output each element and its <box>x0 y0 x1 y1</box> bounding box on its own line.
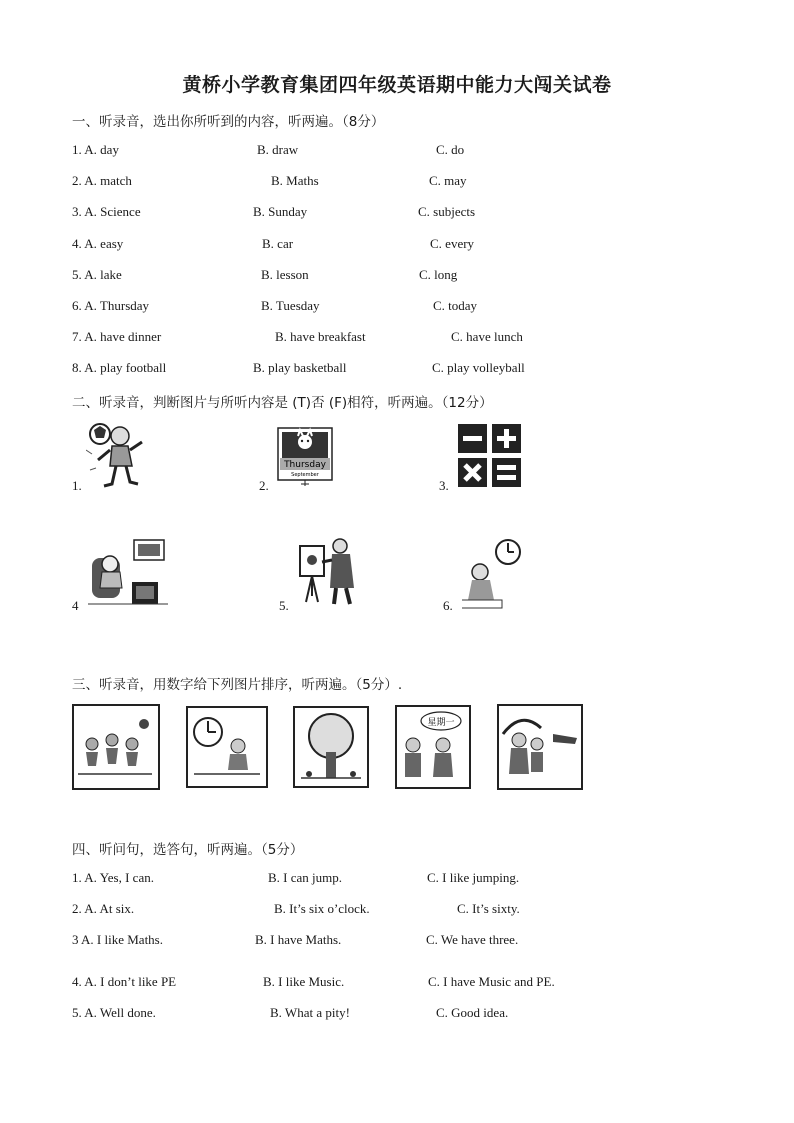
option-c: C. today <box>433 298 478 313</box>
calendar-picture <box>276 424 334 486</box>
option-b: B. lesson <box>261 267 309 282</box>
option-c: C. have lunch <box>451 329 523 344</box>
option-a: 4. A. I don’t like PE <box>72 974 177 989</box>
speech-bubble-text: 星期一 <box>427 718 455 728</box>
option-c: C. I have Music and PE. <box>428 974 555 989</box>
sequence-picture-4-talking <box>395 705 471 789</box>
s4-question-5 <box>0 1005 794 1023</box>
s1-question-8 <box>0 360 794 378</box>
option-a: 3 A. I like Maths. <box>72 932 163 947</box>
option-a: 7. A. have dinner <box>72 329 162 344</box>
option-a: 4. A. easy <box>72 236 124 251</box>
sequence-picture-2-clock <box>186 706 268 788</box>
option-b: B. Maths <box>271 173 319 188</box>
option-b: B. draw <box>257 142 299 157</box>
option-b: B. play basketball <box>253 360 347 375</box>
option-c: C. We have three. <box>426 932 519 947</box>
page-title: 黄桥小学教育集团四年级英语期中能力大闯关试卷 <box>182 74 612 96</box>
s4-question-2 <box>0 901 794 919</box>
option-c: C. It’s sixty. <box>457 901 520 916</box>
s4-question-3 <box>0 932 794 950</box>
option-a: 2. A. At six. <box>72 901 135 916</box>
s1-question-4 <box>0 236 794 254</box>
option-b: B. It’s six o’clock. <box>274 901 370 916</box>
section3-heading: 三、听录音，用数字给下列图片排序，听两遍。（5分）. <box>72 677 403 693</box>
picture-label-1: 1. <box>72 478 82 493</box>
option-c: C. may <box>429 173 467 188</box>
option-a: 5. A. lake <box>72 267 122 282</box>
s1-question-6 <box>0 298 794 316</box>
option-a: 2. A. match <box>72 173 132 188</box>
option-a: 1. A. Yes, I can. <box>72 870 154 885</box>
girl-and-clock-picture <box>462 538 526 610</box>
sequence-picture-3-tree <box>293 706 369 788</box>
option-c: C. Good idea. <box>436 1005 509 1020</box>
sequence-picture-1-children-playing <box>72 704 160 790</box>
option-b: B. car <box>262 236 294 251</box>
option-a: 5. A. Well done. <box>72 1005 156 1020</box>
option-b: B. have breakfast <box>275 329 366 344</box>
option-c: C. every <box>430 236 475 251</box>
section2-heading: 二、听录音，判断图片与所听内容是 (T)否 (F)相符，听两遍。（12分） <box>72 395 493 411</box>
s1-question-5 <box>0 267 794 285</box>
s1-question-1 <box>0 142 794 160</box>
option-c: C. do <box>436 142 465 157</box>
picture-label-4: 4 <box>72 598 79 613</box>
option-a: 3. A. Science <box>72 204 141 219</box>
section1-heading: 一、听录音，选出你所听到的内容，听两遍。（8分） <box>72 114 385 130</box>
calendar-day-text: Thursday <box>284 460 326 470</box>
option-c: C. subjects <box>418 204 476 219</box>
man-painting-picture <box>296 536 364 606</box>
sequence-picture-5-family <box>497 704 583 790</box>
s1-question-7 <box>0 329 794 347</box>
section4-heading: 四、听问句，选答句，听两遍。（5分） <box>72 842 304 858</box>
option-b: B. I can jump. <box>268 870 343 885</box>
s4-question-1 <box>0 870 794 888</box>
option-b: B. What a pity! <box>270 1005 350 1020</box>
option-a: 8. A. play football <box>72 360 167 375</box>
option-b: B. Sunday <box>253 204 308 219</box>
calendar-month-text: September <box>291 472 319 478</box>
girl-watching-tv-picture <box>88 538 172 608</box>
option-b: B. I like Music. <box>263 974 345 989</box>
boy-playing-football-picture <box>86 420 152 490</box>
maths-symbols-picture <box>458 424 522 488</box>
s1-question-2 <box>0 173 794 191</box>
option-a: 6. A. Thursday <box>72 298 150 313</box>
option-c: C. I like jumping. <box>427 870 520 885</box>
picture-label-3: 3. <box>439 478 449 493</box>
picture-label-2: 2. <box>259 478 269 493</box>
option-c: C. long <box>419 267 458 282</box>
option-a: 1. A. day <box>72 142 119 157</box>
option-b: B. I have Maths. <box>255 932 342 947</box>
option-c: C. play volleyball <box>432 360 525 375</box>
s1-question-3 <box>0 204 794 222</box>
picture-label-5: 5. <box>279 598 289 613</box>
s4-question-4 <box>0 974 794 992</box>
option-b: B. Tuesday <box>261 298 320 313</box>
picture-label-6: 6. <box>443 598 453 613</box>
